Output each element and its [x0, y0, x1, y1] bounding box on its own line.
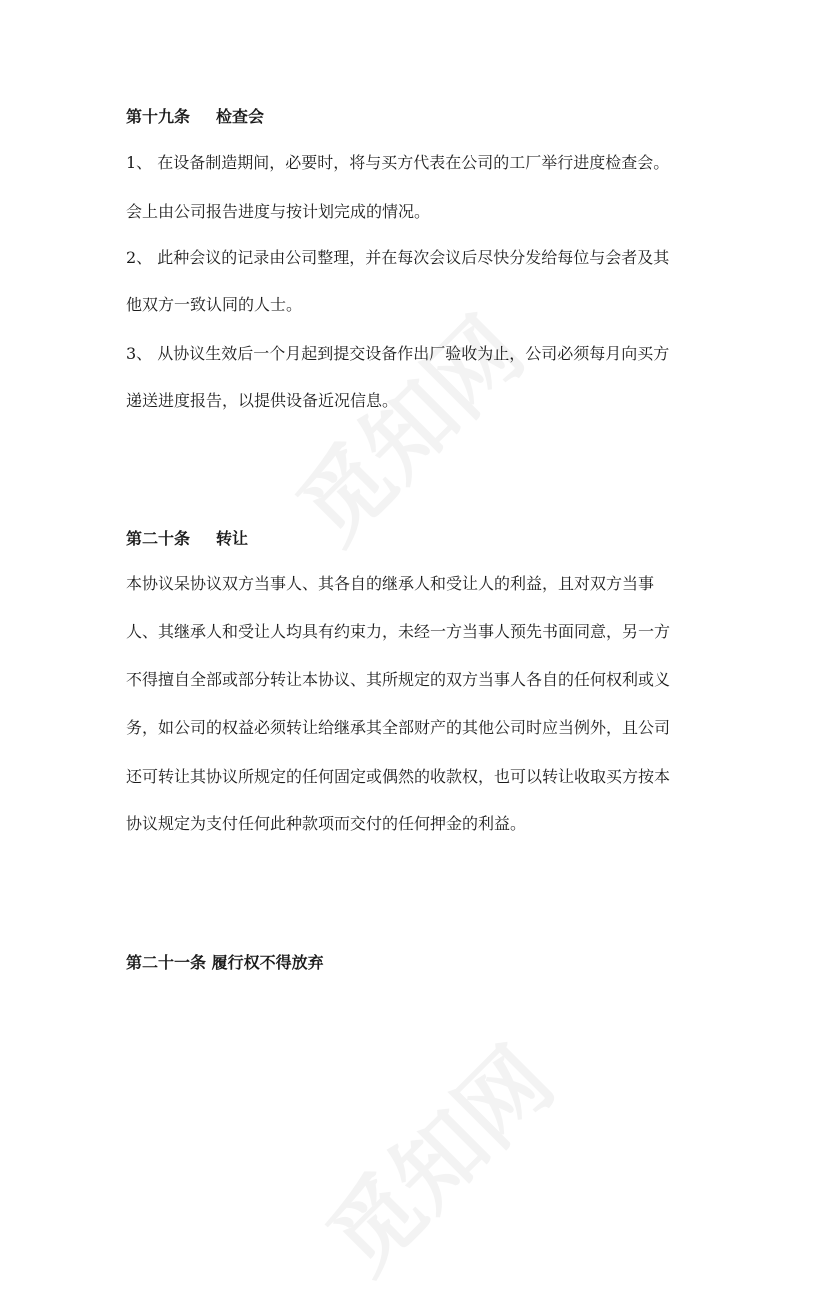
article-title: 检查会 — [216, 107, 265, 126]
paragraph-line: 递送进度报告，以提供设备近况信息。 — [126, 391, 399, 410]
section-heading — [126, 527, 248, 551]
paragraph-line: 3、 从协议生效后一个月起到提交设备作出厂验收为止，公司必须每月向买方 — [126, 344, 670, 363]
paragraph-line: 他双方一致认同的人士。 — [126, 295, 303, 314]
section-heading — [126, 105, 264, 129]
paragraph-line: 1、 在设备制造期间，必要时，将与买方代表在公司的工厂举行进度检查会。 — [126, 153, 670, 172]
paragraph-line: 务，如公司的权益必须转让给继承其全部财产的其他公司时应当例外，且公司 — [126, 718, 671, 737]
article-number: 第十九条 — [126, 107, 191, 126]
article-number: 第二十条 — [126, 529, 191, 548]
paragraph-line: 协议规定为支付任何此种款项而交付的任何押金的利益。 — [126, 814, 527, 833]
paragraph-line: 不得擅自全部或部分转让本协议、其所规定的双方当事人各自的任何权利或义 — [126, 670, 671, 689]
watermark — [294, 1014, 577, 1296]
section-heading: 第二十一条 履行权不得放弃 — [126, 953, 324, 972]
article-title: 转让 — [216, 529, 249, 548]
paragraph-line: 人、其继承人和受让人均具有约束力，未经一方当事人预先书面同意，另一方 — [126, 622, 671, 641]
paragraph-line: 本协议呆协议双方当事人、其各自的继承人和受让人的利益，且对双方当事 — [126, 574, 655, 593]
paragraph-line: 会上由公司报告进度与按计划完成的情况。 — [126, 202, 431, 221]
paragraph-line: 2、 此种会议的记录由公司整理，并在每次会议后尽快分发给每位与会者及其 — [126, 248, 670, 267]
watermark — [264, 284, 547, 567]
paragraph-line: 还可转让其协议所规定的任何固定或偶然的收款权，也可以转让收取买方按本 — [126, 767, 671, 786]
